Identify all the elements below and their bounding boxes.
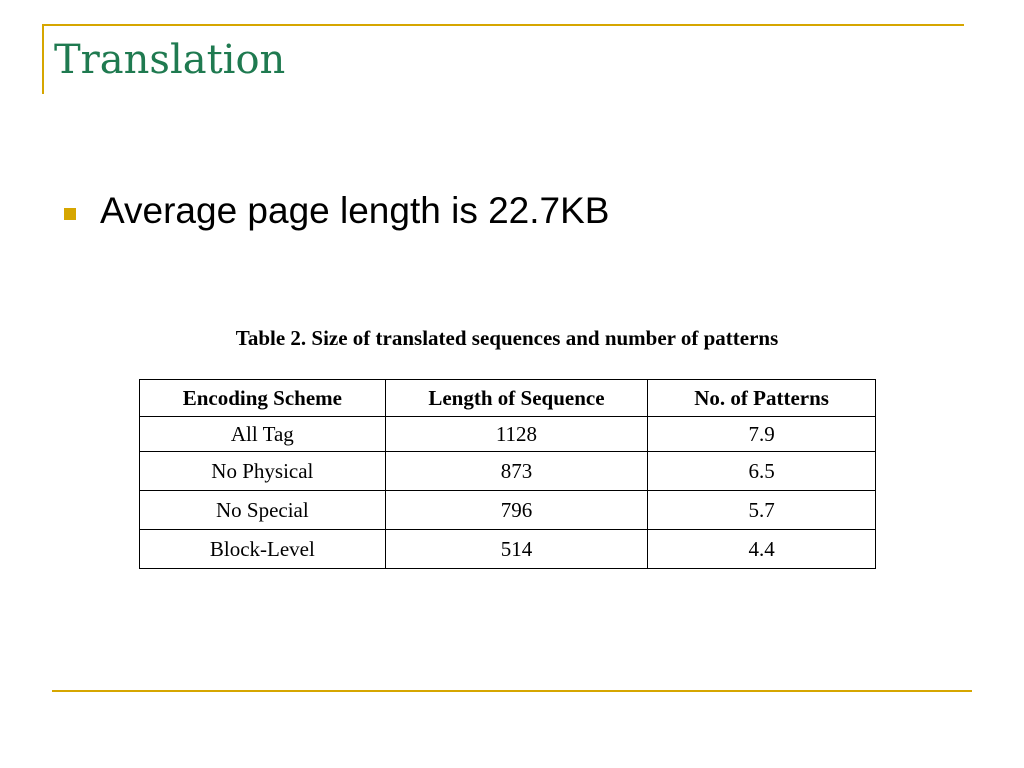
cell-no-of-patterns: 6.5 (648, 452, 876, 491)
header-length-of-sequence: Length of Sequence (385, 380, 648, 417)
cell-no-of-patterns: 4.4 (648, 530, 876, 569)
cell-length-of-sequence: 796 (385, 491, 648, 530)
header-encoding-scheme: Encoding Scheme (140, 380, 386, 417)
bullet-item (64, 192, 609, 229)
header-no-of-patterns: No. of Patterns (648, 380, 876, 417)
left-accent-line (42, 24, 44, 94)
cell-encoding-scheme: No Physical (140, 452, 386, 491)
results-table (139, 379, 876, 569)
cell-encoding-scheme: All Tag (140, 417, 386, 452)
square-bullet-icon (64, 208, 76, 220)
cell-no-of-patterns: 5.7 (648, 491, 876, 530)
top-accent-line (42, 24, 964, 26)
table-row (140, 530, 876, 569)
cell-length-of-sequence: 873 (385, 452, 648, 491)
cell-length-of-sequence: 1128 (385, 417, 648, 452)
table-row (140, 452, 876, 491)
table-row (140, 491, 876, 530)
slide-title: Translation (54, 37, 286, 83)
cell-length-of-sequence: 514 (385, 530, 648, 569)
cell-no-of-patterns: 7.9 (648, 417, 876, 452)
table-row (140, 417, 876, 452)
cell-encoding-scheme: No Special (140, 491, 386, 530)
cell-encoding-scheme: Block-Level (140, 530, 386, 569)
bottom-accent-line (52, 690, 972, 692)
bullet-text: Average page length is 22.7KB (100, 190, 610, 231)
table-header-row (140, 380, 876, 417)
table-caption: Table 2. Size of translated sequences and number of patterns (235, 326, 779, 350)
